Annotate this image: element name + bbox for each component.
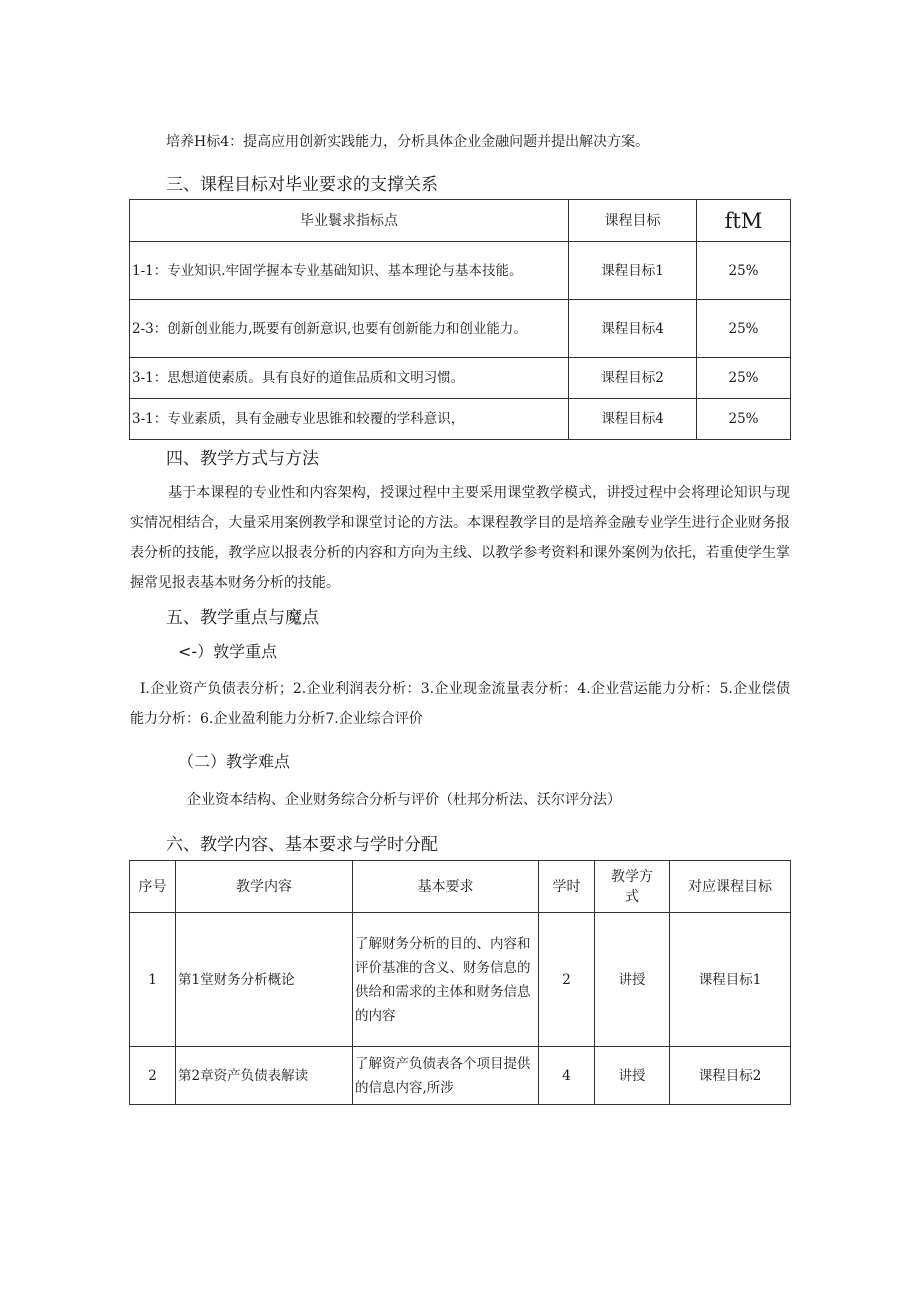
support-weight: 25% xyxy=(697,242,791,300)
intro-line: 培养H标4：提高应用创新实践能力，分析具体企业金融问题并提出解决方案。 xyxy=(166,134,650,150)
table-row xyxy=(130,300,791,358)
support-goal: 课程目标2 xyxy=(569,358,697,399)
table-row xyxy=(130,913,791,1047)
table-row xyxy=(130,358,791,399)
content-no: 2 xyxy=(130,1047,176,1105)
content-header-requirement: 基本要求 xyxy=(353,861,539,913)
content-table xyxy=(129,860,791,1105)
section5-sub1-title: <-）敦学重点 xyxy=(178,642,278,661)
content-table-header xyxy=(130,861,791,913)
content-header-goal: 对应课程目标 xyxy=(670,861,791,913)
content-header-method: 教学方式 xyxy=(595,861,670,913)
support-table-header xyxy=(130,200,791,242)
content-method: 讲授 xyxy=(595,1047,670,1105)
support-table xyxy=(129,199,791,440)
content-title: 第1堂财务分析概论 xyxy=(176,913,353,1047)
support-header-weight: ftM xyxy=(697,200,791,242)
support-weight: 25% xyxy=(697,399,791,440)
section5-sub2-body: 企业资本结构、企业财务综合分析与评价（杜邦分析法、沃尔评分法） xyxy=(187,792,621,808)
content-goal: 课程目标2 xyxy=(670,1047,791,1105)
section4-title: 四、教学方式与方法 xyxy=(166,449,319,469)
support-point: 1-1：专业知识.牢固学握本专业基础知识、基本理论与基本技能。 xyxy=(130,242,569,300)
support-goal: 课程目标4 xyxy=(569,399,697,440)
section6-title: 六、教学内容、基本要求与学时分配 xyxy=(166,835,438,855)
support-weight: 25% xyxy=(697,358,791,399)
support-point: 3-1：思想道使素质。具有良好的道隹品质和文明习惯。 xyxy=(130,358,569,399)
section5-sub1-body: I.企业资产负债表分析；2.企业利润表分析：3.企业现金流量表分析：4.企业营运能力分析：5.企业偿债能力分析：6.企业盈利能力分析7.企业综合评价 xyxy=(130,681,790,727)
table-row xyxy=(130,399,791,440)
section5-sub2-title: （二）教学难点 xyxy=(178,752,291,771)
content-hours: 4 xyxy=(539,1047,595,1105)
support-goal: 课程目标1 xyxy=(569,242,697,300)
support-goal: 课程目标4 xyxy=(569,300,697,358)
content-no: 1 xyxy=(130,913,176,1047)
support-point: 3-1：专业素质，具有金融专业思锥和较覆的学科意识， xyxy=(130,399,569,440)
support-header-goal: 课程目标 xyxy=(569,200,697,242)
content-requirement: 了解资产负债表各个项目提供的信息内容,所涉 xyxy=(353,1047,539,1105)
section5-title: 五、教学重点与魔点 xyxy=(166,608,319,628)
support-weight: 25% xyxy=(697,300,791,358)
content-requirement: 了解财务分析的目的、内容和评价基准的含义、财务信息的供给和需求的主体和财务信息的内容 xyxy=(353,913,539,1047)
table-row xyxy=(130,242,791,300)
section3-title: 三、课程目标对毕业要求的支撑关系 xyxy=(166,175,438,195)
content-method: 讲授 xyxy=(595,913,670,1047)
support-header-point: 毕业鬟求指标点 xyxy=(130,200,569,242)
content-header-content: 教学内容 xyxy=(176,861,353,913)
table-row xyxy=(130,1047,791,1105)
content-goal: 课程目标1 xyxy=(670,913,791,1047)
content-header-no: 序号 xyxy=(130,861,176,913)
support-point: 2-3：创新创业能力,既要有创新意识,也要有创新能力和创业能力。 xyxy=(130,300,569,358)
content-title: 第2章资产负债表解读 xyxy=(176,1047,353,1105)
section4-body: 基于本课程的专业性和内容架构，授课过程中主要采用课堂教学模式，讲授过程中会将理论知识与现实情况相结合，大量采用案例教学和课堂讨论的方法。本课程教学目的是培养金融专业学生进行企业财务报表分析的技能，教学应以报表分析的内容和方向为主线、以教学参考资料和课外案例为依托，若重使学生掌握常见报表基本财务分析的技能。 xyxy=(130,485,790,591)
content-header-hours: 学时 xyxy=(539,861,595,913)
content-hours: 2 xyxy=(539,913,595,1047)
